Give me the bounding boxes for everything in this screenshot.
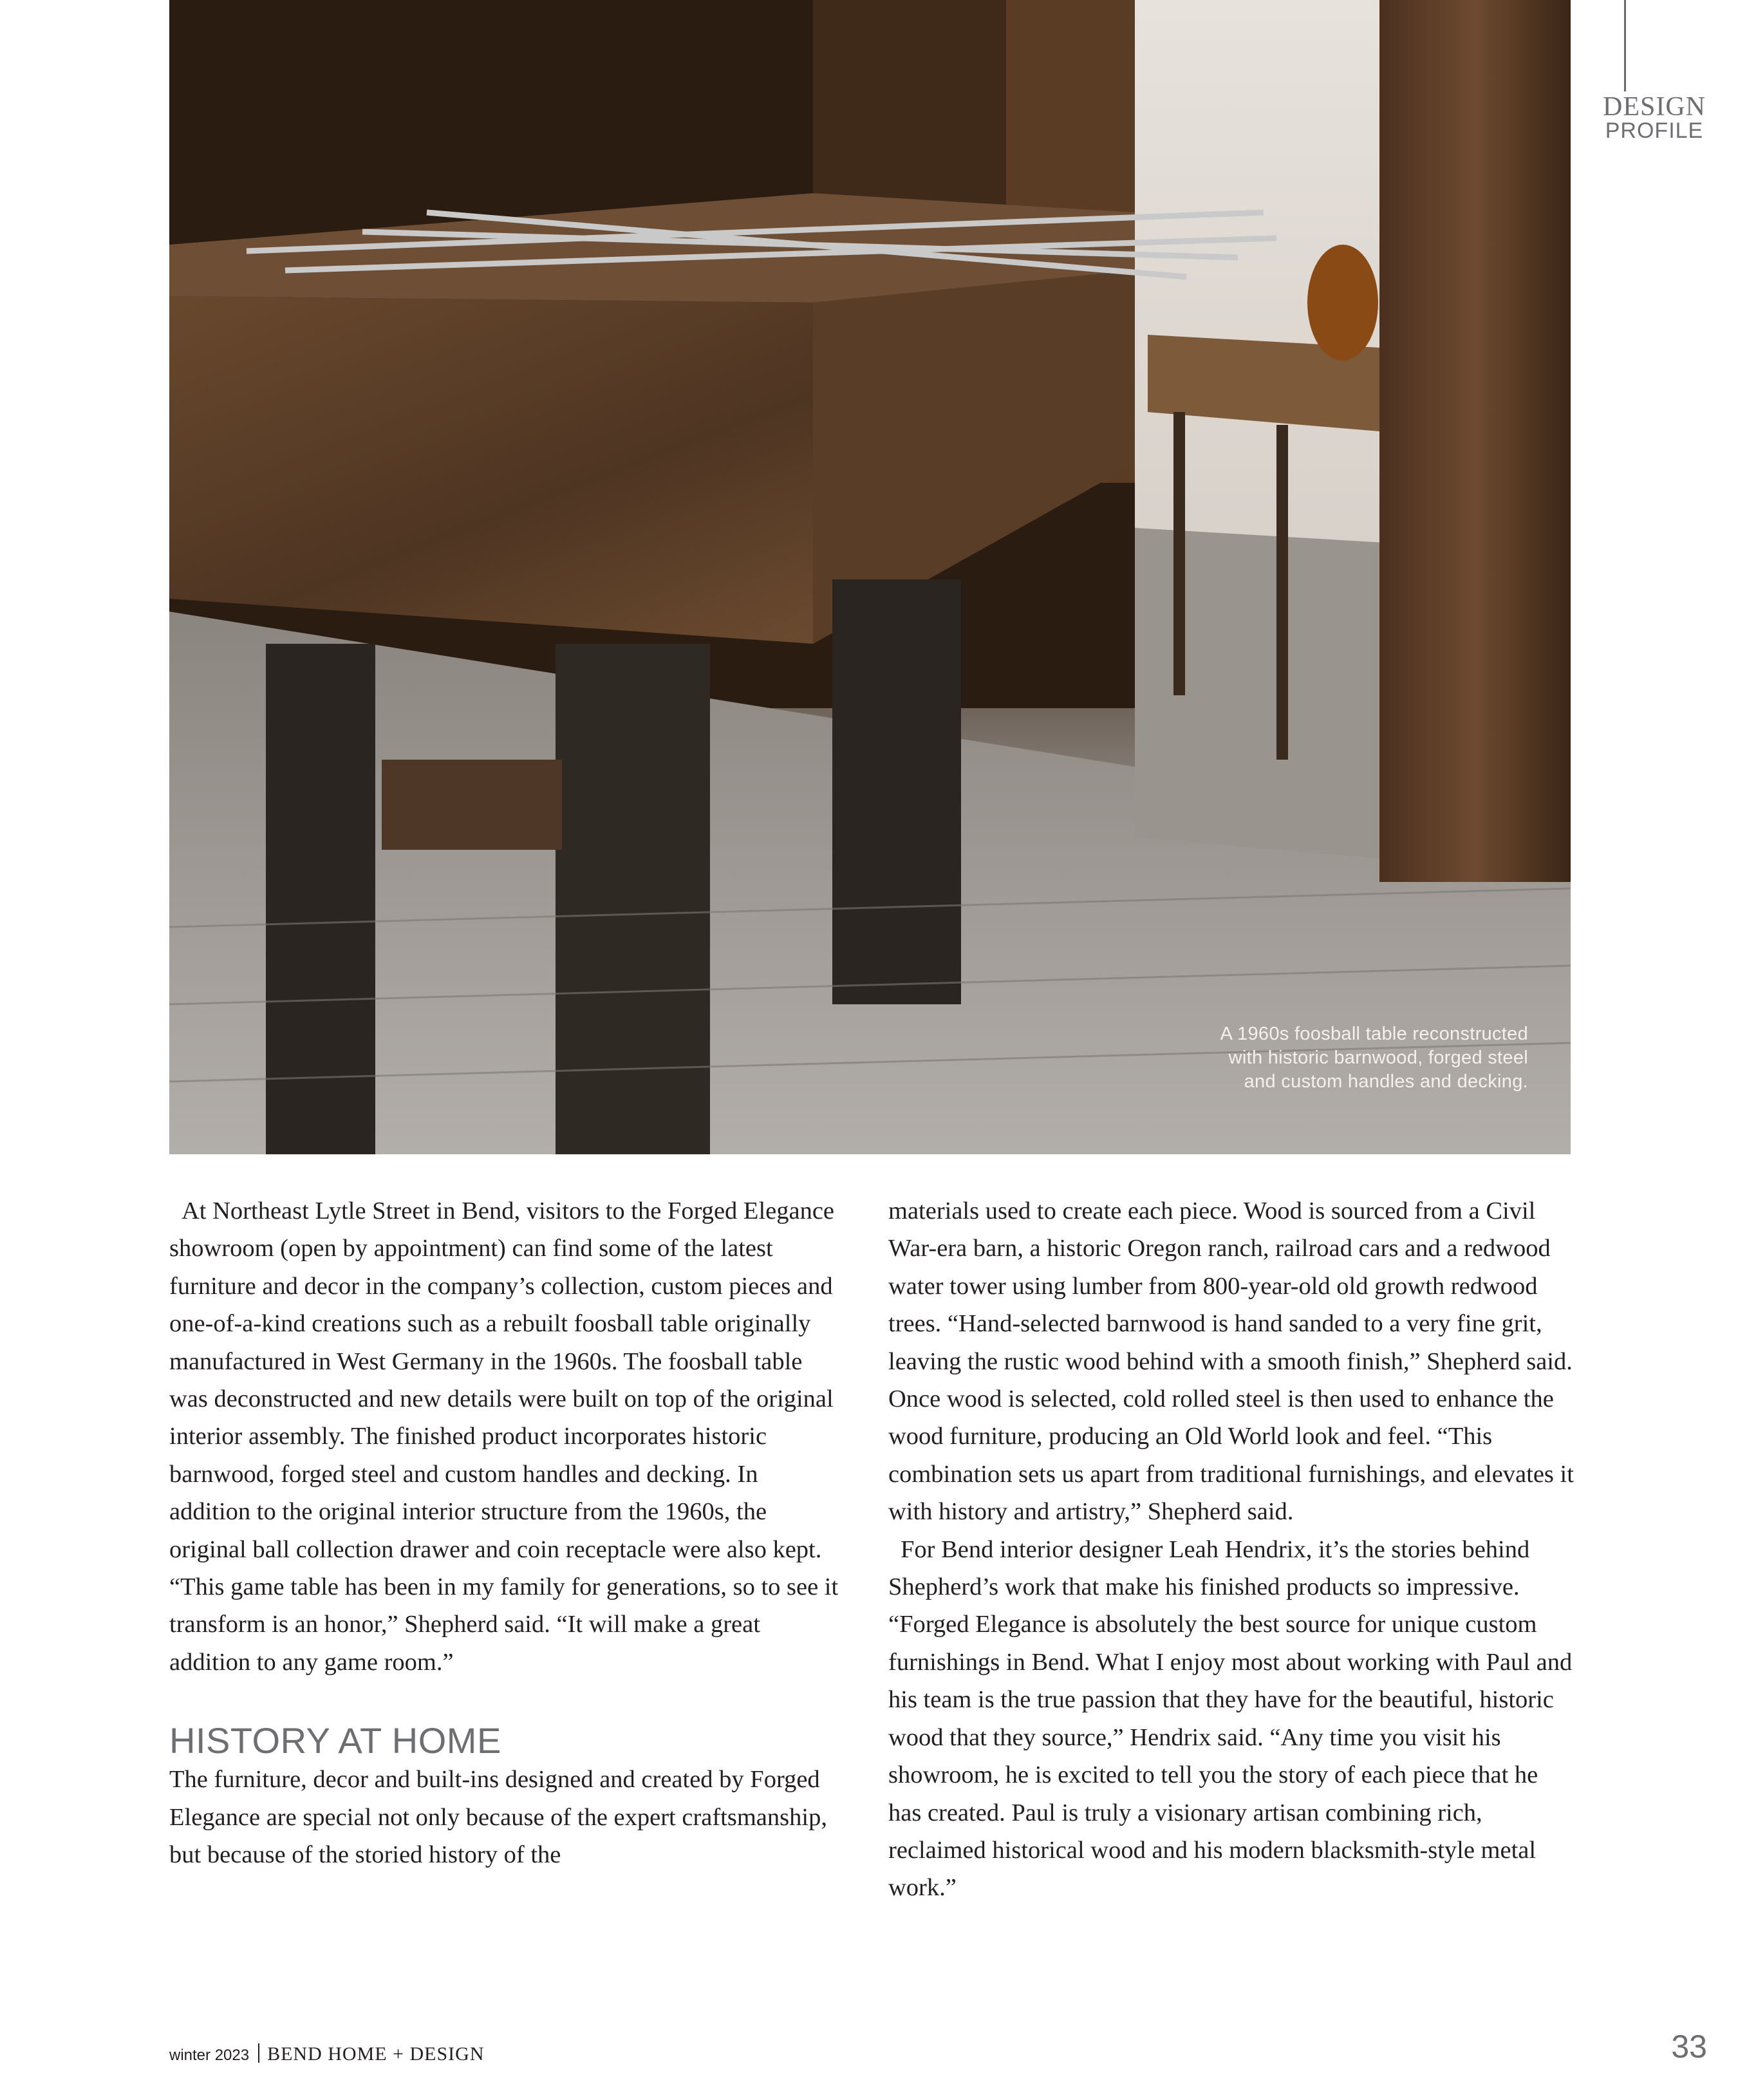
body-paragraph: The furniture, decor and built-ins designed and created by Forged Elegance are special not only because of the expert craftsmanship, but because of the storied history of the bbox=[169, 1766, 827, 1869]
paragraph-gap bbox=[169, 1681, 845, 1718]
section-label-line2: PROFILE bbox=[1605, 118, 1704, 143]
body-paragraph: For Bend interior designer Leah Hendrix, it’s the stories behind Shepherd’s work that make his finished products so impressive. “Forged Elegance is absolutely the best source for unique custom furnishings in Bend. What I enjoy most about working with Paul and his team is the true passion that they have for the beautiful, historic wood that they source,” Hendrix said. “Any time you visit his showroom, he is excited to tell you the story of each piece that he has created. Paul is truly a visionary artisan combining rich, reclaimed historical wood and his modern blacksmith-style metal work.” bbox=[888, 1535, 1573, 1902]
body-paragraph: materials used to create each piece. Wood is sourced from a Civil War-era barn, a historic Oregon ranch, railroad cars and a redwood water tower using lumber from 800-year-old old growth redwood trees. “Hand-selected barnwood is hand sanded to a very fine grit, leaving the rustic wood behind with a smooth finish,” Shepherd said. Once wood is selected, cold rolled steel is then used to enhance the wood furniture, producing an Old World look and feel. “This combination sets us apart from traditional furnishings, and elevates it with history and artistry,” Shepherd said. bbox=[888, 1197, 1574, 1526]
left-column bbox=[169, 1192, 845, 1874]
caption-line: with historic barnwood, forged steel bbox=[1228, 1047, 1528, 1068]
footer-publication: BEND HOME + DESIGN bbox=[267, 2043, 485, 2065]
section-label-line1: DESIGN bbox=[1603, 92, 1706, 122]
footer-divider bbox=[258, 2043, 259, 2063]
caption-line: A 1960s foosball table reconstructed bbox=[1220, 1024, 1528, 1044]
caption-line: and custom handles and decking. bbox=[1244, 1071, 1528, 1092]
right-column bbox=[888, 1192, 1577, 1907]
photo-illustration bbox=[169, 0, 1571, 1154]
body-paragraph: At Northeast Lytle Street in Bend, visitors to the Forged Elegance showroom (open by appointment) can find some of the latest furniture and decor in the company’s collection, custom pieces and one-of-a-kind creations such as a rebuilt foosball table originally manufactured in West Germany in the 1960s. The foosball table was deconstructed and new details were built on top of the original interior assembly. The finished product incorporates historic barnwood, forged steel and custom handles and decking. In addition to the original interior structure from the 1960s, the original ball collection drawer and coin receptacle were also kept. “This game table has been in my family for generations, so to see it transform is an honor,” Shepherd said. “It will make a great addition to any game room.” bbox=[169, 1197, 839, 1676]
page-number: 33 bbox=[1671, 2029, 1707, 2065]
photo-caption bbox=[1129, 1022, 1528, 1094]
section-label bbox=[1571, 94, 1738, 142]
corner-rule bbox=[1624, 0, 1626, 91]
foosball-table-photo bbox=[169, 0, 1571, 1154]
footer-season: winter 2023 bbox=[169, 2047, 250, 2064]
section-heading: HISTORY AT HOME bbox=[169, 1720, 501, 1761]
page-footer bbox=[169, 2041, 485, 2067]
